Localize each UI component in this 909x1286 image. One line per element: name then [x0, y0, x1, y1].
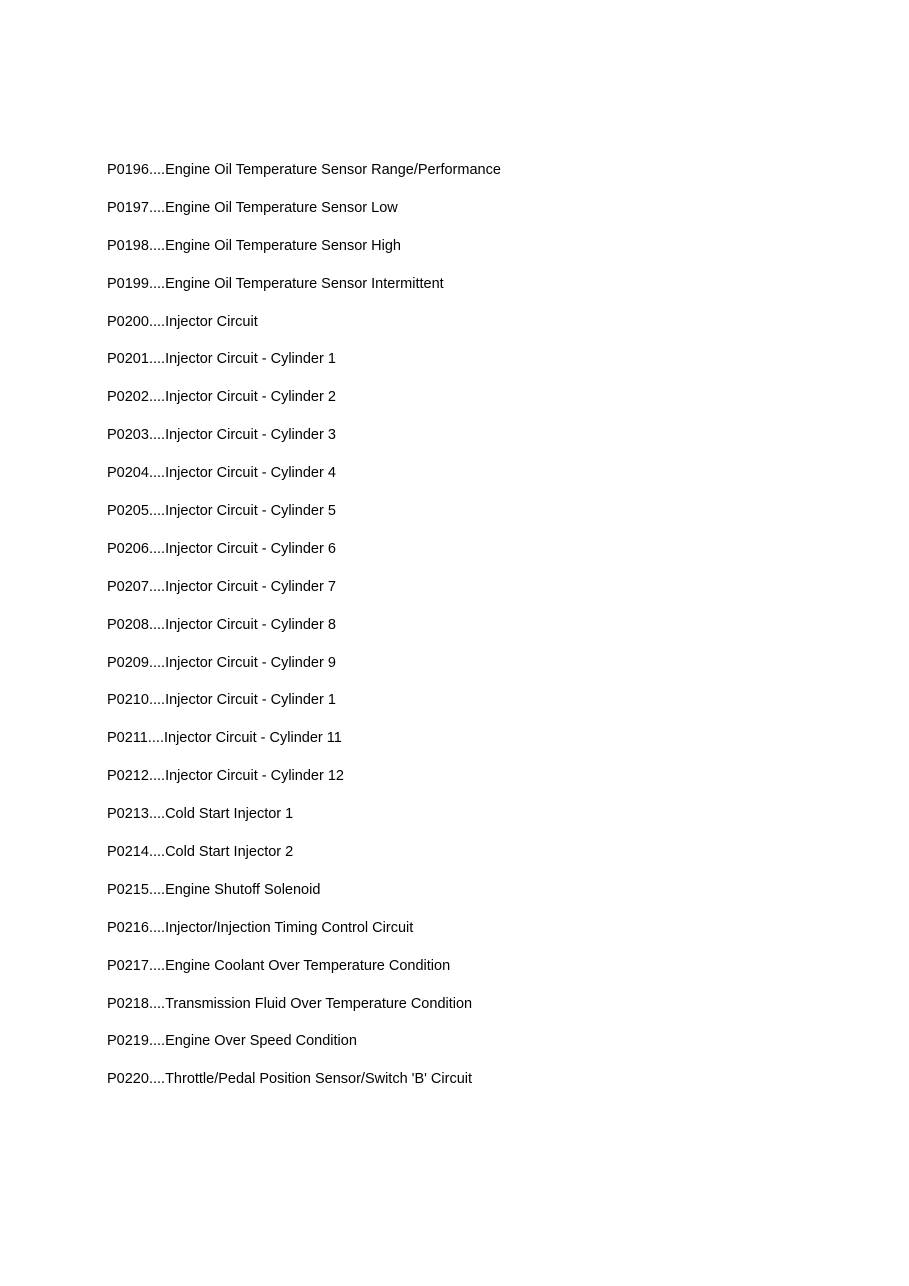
description: Engine Oil Temperature Sensor Intermittent: [165, 275, 444, 292]
code: P0213: [107, 806, 149, 823]
separator: ....: [148, 881, 166, 898]
separator: ....: [148, 540, 166, 557]
description: Injector/Injection Timing Control Circuit: [165, 919, 414, 936]
separator: ....: [148, 768, 166, 785]
code: P0212: [107, 768, 149, 785]
code: P0198: [107, 237, 149, 254]
code: P0219: [107, 1033, 149, 1050]
separator: ....: [148, 1071, 166, 1088]
code: P0209: [107, 654, 149, 671]
code: P0199: [107, 275, 149, 292]
description: Injector Circuit - Cylinder 1: [165, 351, 336, 368]
separator: ....: [148, 806, 166, 823]
separator: ....: [148, 1033, 166, 1050]
separator: ....: [147, 730, 164, 747]
description: Throttle/Pedal Position Sensor/Switch 'B' Circuit: [165, 1071, 473, 1088]
code-entry: [107, 425, 501, 463]
description: Engine Shutoff Solenoid: [165, 881, 321, 898]
description: Injector Circuit - Cylinder 8: [165, 616, 336, 633]
code-entry: [107, 994, 501, 1032]
code: P0215: [107, 881, 149, 898]
code: P0208: [107, 616, 149, 633]
code: P0197: [107, 199, 149, 216]
code: P0207: [107, 578, 149, 595]
separator: ....: [148, 995, 166, 1012]
separator: ....: [148, 616, 166, 633]
description: Engine Oil Temperature Sensor Range/Performance: [165, 162, 501, 178]
code-entry: [107, 463, 501, 501]
description: Cold Start Injector 2: [165, 844, 294, 861]
code-entry: [107, 501, 501, 539]
code-entry: [107, 1069, 501, 1107]
code-entry: [107, 690, 501, 728]
code: P0201: [107, 351, 149, 368]
description: Injector Circuit - Cylinder 1: [165, 692, 336, 709]
code: P0204: [107, 465, 149, 482]
code: P0216: [107, 919, 149, 936]
code-entry: [107, 387, 501, 425]
separator: ....: [148, 465, 166, 482]
description: Transmission Fluid Over Temperature Condition: [165, 995, 473, 1012]
description: Injector Circuit - Cylinder 12: [165, 768, 344, 785]
code: P0217: [107, 957, 149, 974]
code-entry: [107, 1031, 501, 1069]
separator: ....: [148, 351, 166, 368]
description: Injector Circuit - Cylinder 7: [165, 578, 336, 595]
code: P0200: [107, 313, 149, 330]
description: Injector Circuit - Cylinder 3: [165, 427, 336, 444]
code-entry: [107, 918, 501, 956]
code-entry: [107, 804, 501, 842]
description: Engine Oil Temperature Sensor Low: [165, 199, 398, 216]
separator: ....: [148, 654, 166, 671]
code-entry: [107, 539, 501, 577]
description: Injector Circuit - Cylinder 4: [165, 465, 336, 482]
code-entry: [107, 274, 501, 312]
code-entry: [107, 653, 501, 691]
code-entry: [107, 766, 501, 804]
code: P0202: [107, 389, 149, 406]
code: P0205: [107, 503, 149, 520]
separator: ....: [148, 313, 166, 330]
code: P0196: [107, 162, 149, 178]
description: Injector Circuit - Cylinder 6: [165, 540, 336, 557]
code: P0218: [107, 995, 149, 1012]
description: Engine Oil Temperature Sensor High: [165, 237, 401, 254]
separator: ....: [148, 957, 166, 974]
description: Injector Circuit - Cylinder 5: [165, 503, 336, 520]
code-entry: [107, 349, 501, 387]
separator: ....: [148, 578, 166, 595]
description: Engine Over Speed Condition: [165, 1033, 357, 1050]
code-entry: [107, 956, 501, 994]
code-entry: [107, 160, 501, 198]
separator: ....: [148, 503, 166, 520]
code: P0210: [107, 692, 149, 709]
separator: ....: [148, 199, 166, 216]
code: P0211: [107, 730, 148, 747]
description: Injector Circuit: [165, 313, 258, 330]
separator: ....: [148, 237, 166, 254]
description: Injector Circuit - Cylinder 9: [165, 654, 336, 671]
description: Engine Coolant Over Temperature Condition: [165, 957, 451, 974]
code-entry: [107, 880, 501, 918]
code-entry: [107, 577, 501, 615]
code: P0203: [107, 427, 149, 444]
description: Injector Circuit - Cylinder 2: [165, 389, 336, 406]
description: Cold Start Injector 1: [165, 806, 294, 823]
code-entry: [107, 615, 501, 653]
separator: ....: [148, 162, 166, 178]
separator: ....: [148, 389, 166, 406]
code: P0206: [107, 540, 149, 557]
separator: ....: [148, 919, 166, 936]
code-entry: [107, 842, 501, 880]
code: P0214: [107, 844, 149, 861]
trouble-code-list: [107, 160, 501, 1107]
separator: ....: [148, 844, 166, 861]
separator: ....: [148, 275, 166, 292]
description: Injector Circuit - Cylinder 11: [163, 730, 342, 747]
separator: ....: [148, 427, 166, 444]
code-entry: [107, 198, 501, 236]
separator: ....: [148, 692, 166, 709]
code-entry: [107, 312, 501, 350]
code-entry: [107, 728, 501, 766]
code-entry: [107, 236, 501, 274]
code: P0220: [107, 1071, 149, 1088]
